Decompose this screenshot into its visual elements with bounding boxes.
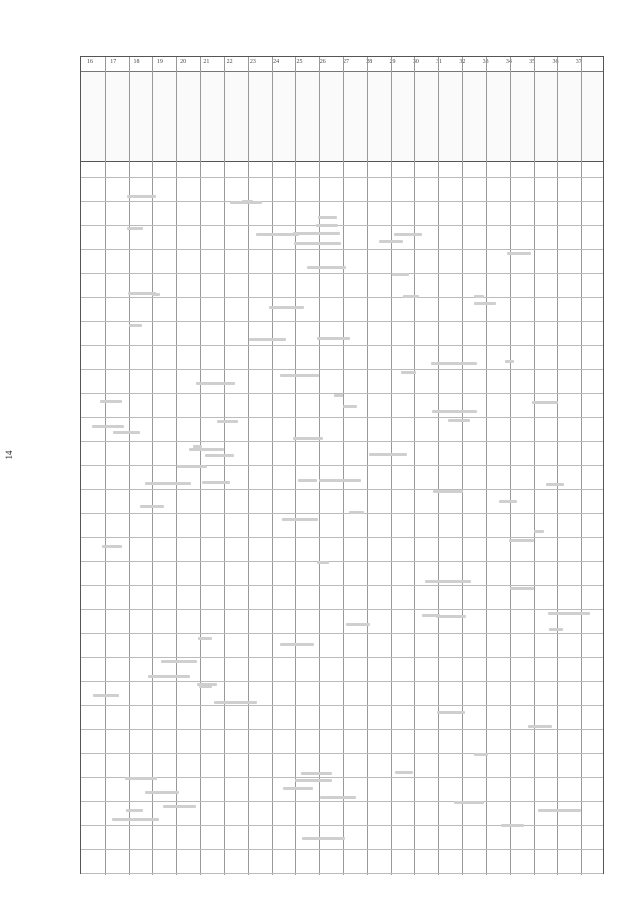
illegible-text	[128, 292, 155, 295]
rotated-program-table	[80, 56, 604, 874]
row-divider	[81, 273, 603, 274]
illegible-text	[125, 777, 157, 780]
illegible-text	[193, 445, 202, 448]
illegible-text	[394, 233, 422, 236]
row-divider	[81, 345, 603, 346]
row-divider	[81, 321, 603, 322]
row-divider	[81, 561, 603, 562]
illegible-text	[197, 683, 217, 686]
illegible-text	[249, 338, 286, 341]
illegible-text	[401, 371, 416, 374]
illegible-text	[320, 796, 355, 799]
row-divider	[81, 297, 603, 298]
row-divider	[81, 441, 603, 442]
illegible-text	[534, 530, 543, 533]
illegible-text	[448, 419, 470, 422]
column-number: 28	[366, 59, 373, 65]
illegible-text	[302, 837, 345, 840]
illegible-text	[100, 400, 122, 403]
illegible-text	[196, 382, 236, 385]
column-number: 24	[273, 59, 280, 65]
column-number: 23	[249, 59, 256, 65]
illegible-text	[546, 483, 563, 486]
illegible-text	[294, 242, 342, 245]
row-divider	[81, 777, 603, 778]
illegible-text	[403, 295, 419, 298]
column-number: 37	[575, 59, 582, 65]
illegible-text	[343, 405, 357, 408]
illegible-text	[242, 200, 252, 203]
illegible-text	[145, 482, 191, 485]
column-number-row	[81, 57, 603, 72]
illegible-text	[505, 360, 514, 363]
illegible-text	[316, 224, 338, 227]
illegible-text	[549, 628, 563, 631]
illegible-text	[349, 511, 364, 514]
illegible-text	[501, 824, 524, 827]
row-divider	[81, 465, 603, 466]
illegible-text	[307, 266, 347, 269]
row-divider	[81, 513, 603, 514]
column-number: 19	[156, 59, 163, 65]
illegible-text	[148, 675, 190, 678]
illegible-text	[432, 410, 477, 413]
illegible-text	[280, 643, 314, 646]
illegible-text	[317, 561, 330, 564]
column-number: 33	[482, 59, 489, 65]
illegible-text	[548, 612, 589, 615]
illegible-text	[538, 809, 580, 812]
illegible-text	[295, 779, 332, 782]
illegible-text	[474, 753, 488, 756]
row-divider	[81, 681, 603, 682]
page-number: 14	[4, 450, 14, 460]
illegible-text	[269, 306, 303, 309]
table-header-band	[81, 71, 603, 162]
illegible-text	[298, 479, 317, 482]
illegible-text	[433, 490, 463, 493]
illegible-text	[293, 437, 323, 440]
column-number: 35	[529, 59, 536, 65]
column-number: 27	[343, 59, 349, 65]
column-number: 22	[226, 59, 233, 65]
illegible-text	[507, 252, 531, 255]
illegible-text	[422, 614, 441, 617]
column-number: 36	[552, 59, 559, 65]
illegible-text	[293, 232, 340, 235]
column-number: 18	[133, 59, 140, 65]
column-number: 32	[459, 59, 466, 65]
column-number: 31	[436, 59, 443, 65]
row-divider	[81, 369, 603, 370]
illegible-text	[532, 401, 558, 404]
column-number: 21	[203, 59, 210, 65]
illegible-text	[474, 295, 483, 298]
row-divider	[81, 609, 603, 610]
row-divider	[81, 177, 603, 178]
illegible-text	[202, 481, 230, 484]
illegible-text	[282, 518, 318, 521]
illegible-text	[93, 694, 119, 697]
illegible-text	[205, 454, 233, 457]
row-divider	[81, 225, 603, 226]
illegible-text	[126, 809, 144, 812]
illegible-text	[474, 302, 496, 305]
illegible-text	[528, 725, 552, 728]
row-divider	[81, 753, 603, 754]
row-divider	[81, 729, 603, 730]
illegible-text	[436, 615, 466, 618]
illegible-text	[509, 539, 534, 542]
row-divider	[81, 489, 603, 490]
illegible-text	[510, 587, 534, 590]
illegible-text	[395, 771, 412, 774]
row-divider	[81, 657, 603, 658]
column-number: 16	[87, 59, 93, 65]
illegible-text	[198, 637, 212, 640]
row-divider	[81, 849, 603, 850]
row-divider	[81, 585, 603, 586]
illegible-text	[145, 791, 179, 794]
row-divider	[81, 801, 603, 802]
illegible-text	[214, 701, 256, 704]
illegible-text	[127, 227, 142, 230]
illegible-text	[301, 772, 332, 775]
row-divider	[81, 633, 603, 634]
row-divider	[81, 825, 603, 826]
column-number: 26	[319, 59, 326, 65]
illegible-text	[177, 465, 207, 468]
illegible-text	[189, 448, 224, 451]
illegible-text	[129, 324, 142, 327]
illegible-text	[454, 801, 484, 804]
column-number: 25	[296, 59, 303, 65]
row-divider	[81, 873, 603, 874]
column-number: 34	[505, 59, 512, 65]
row-divider	[81, 417, 603, 418]
illegible-text	[283, 787, 314, 790]
row-divider	[81, 705, 603, 706]
illegible-text	[318, 216, 337, 219]
illegible-text	[163, 805, 196, 808]
illegible-text	[431, 362, 477, 365]
illegible-text	[161, 660, 197, 663]
illegible-text	[217, 420, 238, 423]
row-divider	[81, 201, 603, 202]
illegible-text	[499, 500, 516, 503]
illegible-text	[346, 623, 370, 626]
illegible-text	[379, 240, 403, 243]
illegible-text	[280, 374, 319, 377]
column-number: 17	[110, 59, 117, 65]
illegible-text	[113, 431, 140, 434]
illegible-text	[317, 337, 350, 340]
column-number: 30	[412, 59, 419, 65]
illegible-text	[334, 394, 343, 397]
column-number: 20	[180, 59, 187, 65]
illegible-text	[112, 818, 159, 821]
illegible-text	[102, 545, 121, 548]
row-divider	[81, 537, 603, 538]
illegible-text	[319, 479, 361, 482]
illegible-text	[425, 580, 472, 583]
illegible-text	[369, 453, 407, 456]
column-number: 29	[389, 59, 396, 65]
illegible-text	[392, 273, 409, 276]
illegible-text	[140, 505, 165, 508]
illegible-text	[127, 195, 156, 198]
row-divider	[81, 249, 603, 250]
illegible-text	[92, 425, 123, 428]
